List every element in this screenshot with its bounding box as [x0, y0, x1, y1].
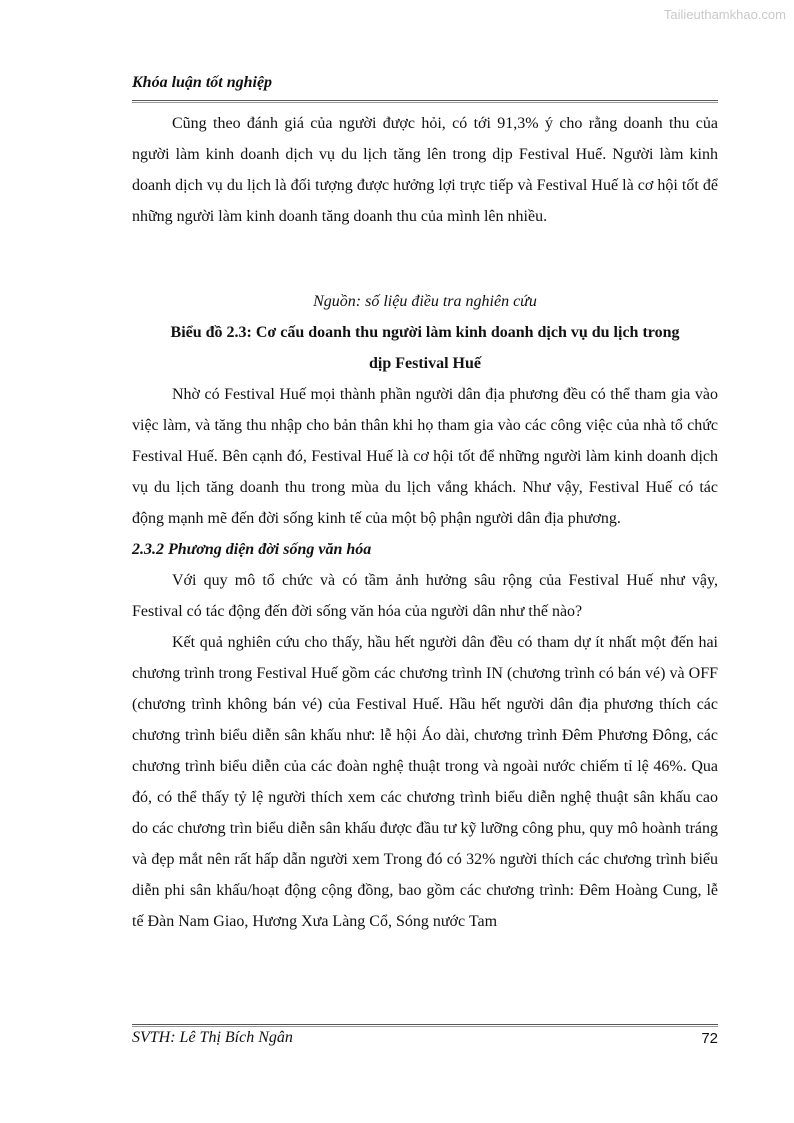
- paragraph-revenue-survey: Cũng theo đánh giá của người được hỏi, có tới 91,3% ý cho rằng doanh thu của người làm kinh doanh dịch vụ du lịch tăng lên trong dịp Festival Huế. Người làm kinh doanh dịch vụ du lịch là đối tượng được hưởng lợi trực tiếp và Festival Huế là cơ hội tốt để những người làm kinh doanh tăng doanh thu của mình lên nhiều.: [132, 115, 718, 225]
- header-title: Khóa luận tốt nghiệp: [132, 74, 273, 91]
- paragraph-research-results: Kết quả nghiên cứu cho thấy, hầu hết người dân đều có tham dự ít nhất một đến hai chương trình trong Festival Huế gồm các chương trình IN (chương trình có bán vé) và OFF (chương trình không bán vé) của Festival Huế. Hầu hết người dân địa phương thích các chương trình biểu diễn sân khấu như: lễ hội Áo dài, chương trình Đêm Phương Đông, các chương trình biểu diễn của các đoàn nghệ thuật trong và ngoài nước chiếm tỉ lệ 46%. Qua đó, có thể thấy tỷ lệ người thích xem các chương trình biểu diễn nghệ thuật sân khấu cao do các chương trìn biểu diễn sân khấu được đầu tư kỹ lưỡng công phu, quy mô hoành tráng và đẹp mắt nên rất hấp dẫn người xem Trong đó có 32% người thích các chương trình biểu diễn phi sân khấu/hoạt động cộng đồng, bao gồm các chương trình: Đêm Hoàng Cung, lễ tế Đàn Nam Giao, Hương Xưa Làng Cổ, Sóng nước Tam: [132, 634, 718, 930]
- paragraph-economic-impact: Nhờ có Festival Huế mọi thành phần người dân địa phương đều có thể tham gia vào việc làm, và tăng thu nhập cho bản thân khi họ tham gia vào các công việc của nhà tổ chức Festival Huế. Bên cạnh đó, Festival Huế là cơ hội tốt để những người làm kinh doanh dịch vụ du lịch tăng doanh thu trong mùa du lịch vắng khách. Như vậy, Festival Huế có tác động mạnh mẽ đến đời sống kinh tế của một bộ phận người dân địa phương.: [132, 386, 718, 527]
- chart-caption-line2: dịp Festival Huế: [368, 355, 481, 372]
- footer-author: SVTH: Lê Thị Bích Ngân: [132, 1029, 293, 1046]
- chart-caption-line1: Biểu đồ 2.3: Cơ cấu doanh thu người làm kinh doanh dịch vụ du lịch trong: [170, 324, 680, 341]
- header-divider: [132, 100, 718, 103]
- paragraph-cultural-question: Với quy mô tổ chức và có tầm ảnh hưởng sâu rộng của Festival Huế như vậy, Festival có tác động đến đời sống văn hóa của người dân như thế nào?: [132, 572, 718, 620]
- watermark-text: Tailieuthamkhao.com: [663, 7, 786, 22]
- page-number: 72: [701, 1030, 718, 1047]
- chart-source-note: Nguồn: số liệu điều tra nghiên cứu: [313, 293, 537, 310]
- footer-divider: [132, 1024, 718, 1027]
- chart-placeholder-gap: [132, 232, 718, 286]
- page-content: [132, 108, 718, 937]
- section-subheading: 2.3.2 Phương diện đời sống văn hóa: [132, 541, 372, 558]
